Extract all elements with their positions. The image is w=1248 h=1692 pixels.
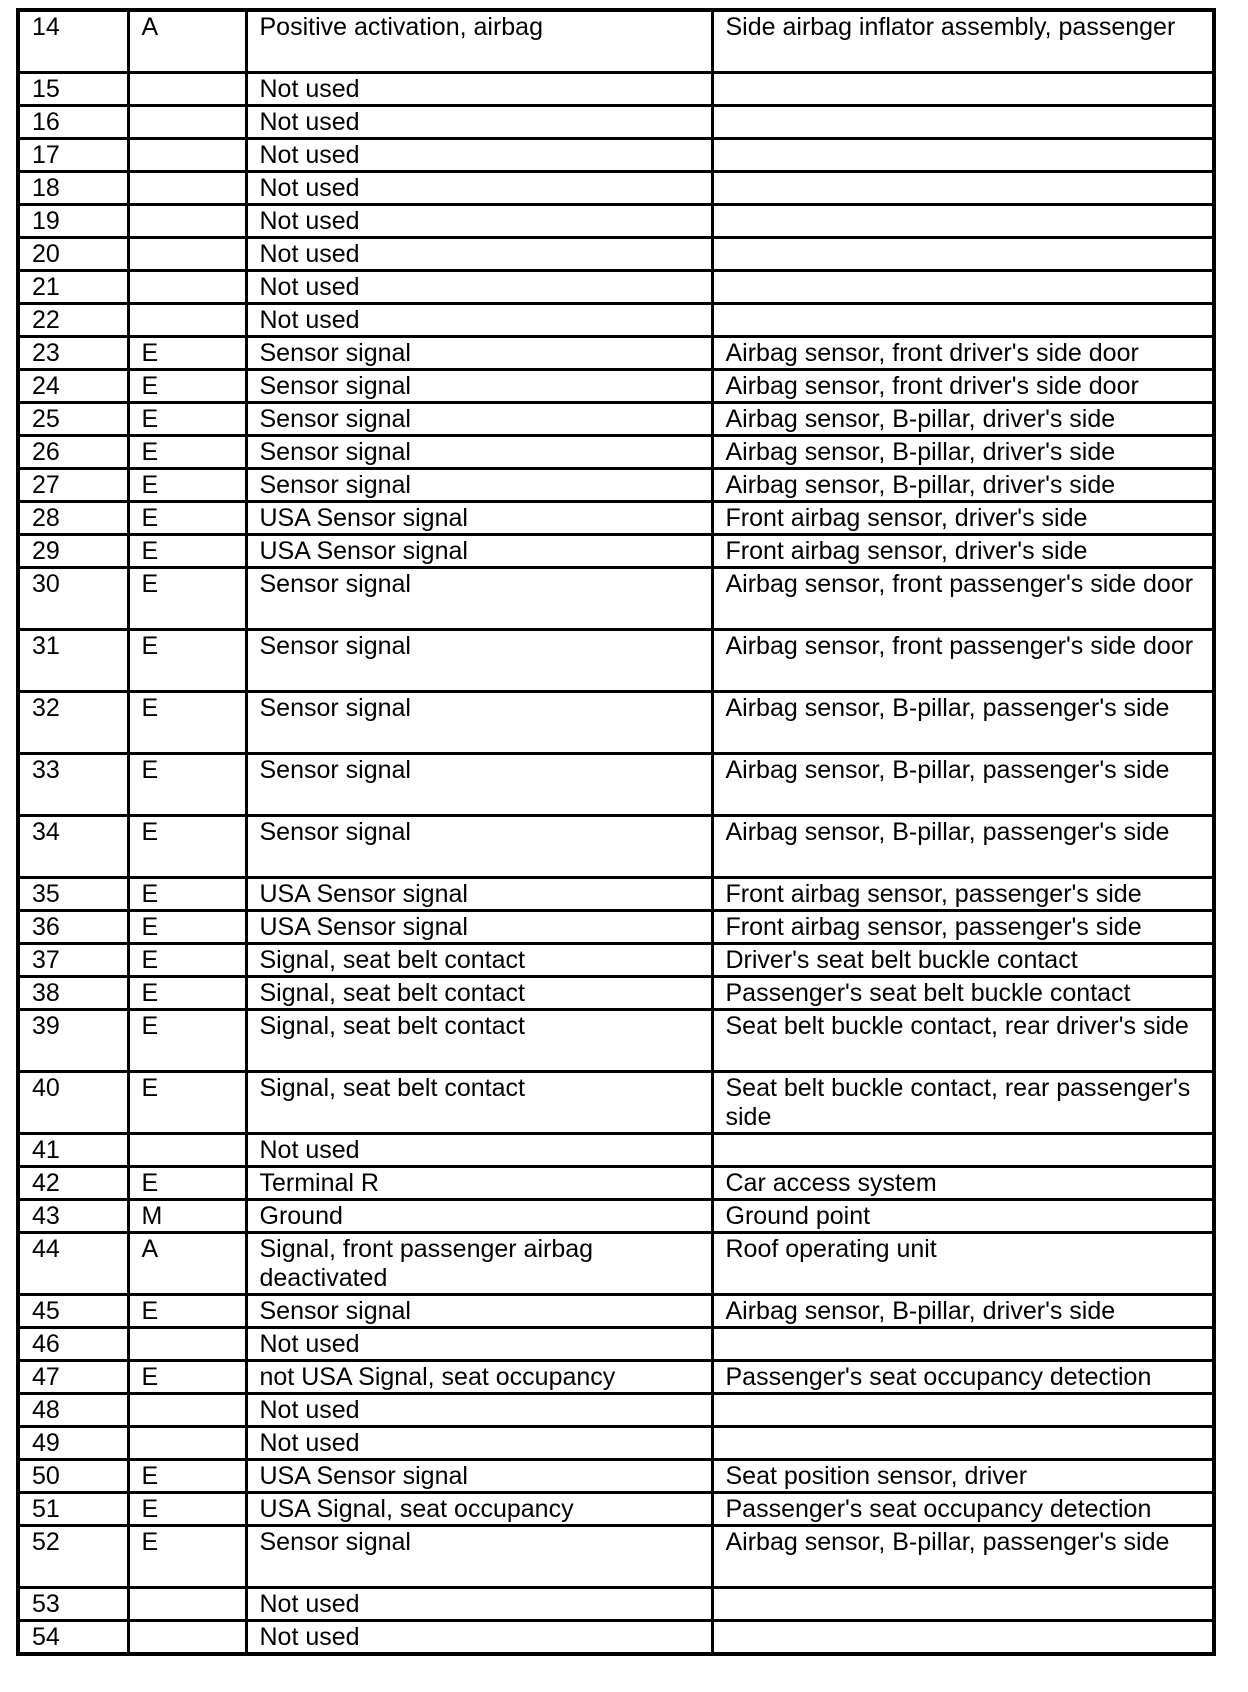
pin-number-cell: 38 xyxy=(18,977,128,1010)
signal-type-cell: E xyxy=(128,1072,246,1134)
table-row xyxy=(18,1010,1214,1072)
pin-number-cell: 45 xyxy=(18,1295,128,1328)
pin-number-cell: 29 xyxy=(18,535,128,568)
table-row xyxy=(18,1621,1214,1655)
function-cell: Not used xyxy=(246,1394,712,1427)
connection-cell xyxy=(712,139,1214,172)
signal-type-cell xyxy=(128,1427,246,1460)
signal-type-cell xyxy=(128,106,246,139)
pin-number-cell: 49 xyxy=(18,1427,128,1460)
signal-type-cell: E xyxy=(128,754,246,816)
pin-number-cell: 30 xyxy=(18,568,128,630)
connection-cell xyxy=(712,1621,1214,1655)
signal-type-cell: A xyxy=(128,10,246,73)
function-cell: USA Sensor signal xyxy=(246,911,712,944)
table-row xyxy=(18,436,1214,469)
table-row xyxy=(18,754,1214,816)
table-row xyxy=(18,205,1214,238)
connection-cell xyxy=(712,205,1214,238)
pin-number-cell: 22 xyxy=(18,304,128,337)
table-row xyxy=(18,1526,1214,1588)
signal-type-cell xyxy=(128,172,246,205)
signal-type-cell: E xyxy=(128,1526,246,1588)
function-cell: Signal, seat belt contact xyxy=(246,977,712,1010)
signal-type-cell xyxy=(128,73,246,106)
signal-type-cell xyxy=(128,1621,246,1655)
table-row xyxy=(18,403,1214,436)
table-row xyxy=(18,10,1214,73)
function-cell: Sensor signal xyxy=(246,816,712,878)
pin-number-cell: 25 xyxy=(18,403,128,436)
function-cell: Not used xyxy=(246,172,712,205)
signal-type-cell: E xyxy=(128,502,246,535)
connection-cell: Seat belt buckle contact, rear passenger's side xyxy=(712,1072,1214,1134)
function-cell: not USA Signal, seat occupancy xyxy=(246,1361,712,1394)
table-row xyxy=(18,271,1214,304)
pin-number-cell: 48 xyxy=(18,1394,128,1427)
signal-type-cell xyxy=(128,271,246,304)
connection-cell: Airbag sensor, front passenger's side door xyxy=(712,630,1214,692)
pin-assignment-table xyxy=(16,8,1216,1656)
connection-cell: Car access system xyxy=(712,1167,1214,1200)
function-cell: Not used xyxy=(246,139,712,172)
function-cell: Sensor signal xyxy=(246,754,712,816)
function-cell: Not used xyxy=(246,73,712,106)
table-row xyxy=(18,106,1214,139)
signal-type-cell xyxy=(128,304,246,337)
table-row xyxy=(18,630,1214,692)
signal-type-cell: E xyxy=(128,1460,246,1493)
connection-cell: Airbag sensor, front driver's side door xyxy=(712,337,1214,370)
connection-cell: Front airbag sensor, passenger's side xyxy=(712,878,1214,911)
connection-cell xyxy=(712,238,1214,271)
connection-cell xyxy=(712,1328,1214,1361)
pin-number-cell: 52 xyxy=(18,1526,128,1588)
signal-type-cell: M xyxy=(128,1200,246,1233)
signal-type-cell: E xyxy=(128,1493,246,1526)
function-cell: Sensor signal xyxy=(246,568,712,630)
connection-cell xyxy=(712,1427,1214,1460)
connection-cell: Side airbag inflator assembly, passenger xyxy=(712,10,1214,73)
signal-type-cell xyxy=(128,1394,246,1427)
pin-number-cell: 21 xyxy=(18,271,128,304)
function-cell: Sensor signal xyxy=(246,692,712,754)
pin-number-cell: 33 xyxy=(18,754,128,816)
pin-number-cell: 17 xyxy=(18,139,128,172)
connection-cell xyxy=(712,1394,1214,1427)
function-cell: Sensor signal xyxy=(246,469,712,502)
table-row xyxy=(18,469,1214,502)
signal-type-cell: E xyxy=(128,1010,246,1072)
connection-cell xyxy=(712,304,1214,337)
function-cell: Not used xyxy=(246,304,712,337)
table-row xyxy=(18,502,1214,535)
pin-number-cell: 46 xyxy=(18,1328,128,1361)
pin-number-cell: 40 xyxy=(18,1072,128,1134)
connection-cell: Airbag sensor, B-pillar, passenger's side xyxy=(712,754,1214,816)
function-cell: USA Sensor signal xyxy=(246,878,712,911)
pin-number-cell: 42 xyxy=(18,1167,128,1200)
function-cell: Sensor signal xyxy=(246,403,712,436)
connection-cell: Airbag sensor, B-pillar, passenger's side xyxy=(712,692,1214,754)
pin-number-cell: 44 xyxy=(18,1233,128,1295)
function-cell: Signal, front passenger airbag deactivated xyxy=(246,1233,712,1295)
pin-number-cell: 19 xyxy=(18,205,128,238)
signal-type-cell: E xyxy=(128,403,246,436)
signal-type-cell: E xyxy=(128,1295,246,1328)
connection-cell: Airbag sensor, B-pillar, driver's side xyxy=(712,403,1214,436)
connection-cell: Ground point xyxy=(712,1200,1214,1233)
pin-number-cell: 31 xyxy=(18,630,128,692)
table-row xyxy=(18,370,1214,403)
pin-number-cell: 20 xyxy=(18,238,128,271)
pin-number-cell: 41 xyxy=(18,1134,128,1167)
signal-type-cell: E xyxy=(128,469,246,502)
function-cell: Not used xyxy=(246,238,712,271)
table-row xyxy=(18,304,1214,337)
connection-cell: Airbag sensor, B-pillar, driver's side xyxy=(712,436,1214,469)
table-row xyxy=(18,1134,1214,1167)
signal-type-cell: E xyxy=(128,1167,246,1200)
function-cell: Sensor signal xyxy=(246,1295,712,1328)
connection-cell: Airbag sensor, front passenger's side door xyxy=(712,568,1214,630)
table-row xyxy=(18,1588,1214,1621)
function-cell: Signal, seat belt contact xyxy=(246,1072,712,1134)
connection-cell: Airbag sensor, B-pillar, passenger's side xyxy=(712,816,1214,878)
table-row xyxy=(18,1328,1214,1361)
table-row xyxy=(18,238,1214,271)
signal-type-cell xyxy=(128,238,246,271)
function-cell: Not used xyxy=(246,1588,712,1621)
table-row xyxy=(18,1072,1214,1134)
table-row xyxy=(18,977,1214,1010)
pin-number-cell: 53 xyxy=(18,1588,128,1621)
signal-type-cell: E xyxy=(128,977,246,1010)
connection-cell: Airbag sensor, B-pillar, driver's side xyxy=(712,1295,1214,1328)
pin-number-cell: 34 xyxy=(18,816,128,878)
signal-type-cell xyxy=(128,1328,246,1361)
table-row xyxy=(18,816,1214,878)
function-cell: Sensor signal xyxy=(246,436,712,469)
table-row xyxy=(18,911,1214,944)
pin-number-cell: 50 xyxy=(18,1460,128,1493)
pin-number-cell: 16 xyxy=(18,106,128,139)
function-cell: Positive activation, airbag xyxy=(246,10,712,73)
connection-cell: Passenger's seat occupancy detection xyxy=(712,1493,1214,1526)
pin-number-cell: 36 xyxy=(18,911,128,944)
connection-cell: Airbag sensor, B-pillar, driver's side xyxy=(712,469,1214,502)
pin-number-cell: 51 xyxy=(18,1493,128,1526)
connection-cell: Front airbag sensor, driver's side xyxy=(712,502,1214,535)
pin-number-cell: 27 xyxy=(18,469,128,502)
function-cell: USA Sensor signal xyxy=(246,535,712,568)
function-cell: USA Sensor signal xyxy=(246,502,712,535)
function-cell: Not used xyxy=(246,1621,712,1655)
table-row xyxy=(18,944,1214,977)
table-row xyxy=(18,1295,1214,1328)
pin-number-cell: 39 xyxy=(18,1010,128,1072)
connection-cell xyxy=(712,172,1214,205)
function-cell: Not used xyxy=(246,1427,712,1460)
function-cell: USA Signal, seat occupancy xyxy=(246,1493,712,1526)
connection-cell: Front airbag sensor, passenger's side xyxy=(712,911,1214,944)
table-row xyxy=(18,1233,1214,1295)
function-cell: Sensor signal xyxy=(246,337,712,370)
table-row xyxy=(18,1200,1214,1233)
connection-cell xyxy=(712,271,1214,304)
table-row xyxy=(18,139,1214,172)
function-cell: Sensor signal xyxy=(246,370,712,403)
function-cell: Signal, seat belt contact xyxy=(246,944,712,977)
connection-cell: Driver's seat belt buckle contact xyxy=(712,944,1214,977)
table-row xyxy=(18,73,1214,106)
function-cell: Signal, seat belt contact xyxy=(246,1010,712,1072)
table-row xyxy=(18,1394,1214,1427)
function-cell: Sensor signal xyxy=(246,630,712,692)
connection-cell: Airbag sensor, front driver's side door xyxy=(712,370,1214,403)
signal-type-cell: A xyxy=(128,1233,246,1295)
connection-cell: Roof operating unit xyxy=(712,1233,1214,1295)
pin-number-cell: 32 xyxy=(18,692,128,754)
pin-number-cell: 54 xyxy=(18,1621,128,1655)
signal-type-cell: E xyxy=(128,692,246,754)
pin-number-cell: 18 xyxy=(18,172,128,205)
signal-type-cell: E xyxy=(128,337,246,370)
pin-number-cell: 14 xyxy=(18,10,128,73)
signal-type-cell: E xyxy=(128,816,246,878)
pin-number-cell: 23 xyxy=(18,337,128,370)
pin-number-cell: 47 xyxy=(18,1361,128,1394)
function-cell: Sensor signal xyxy=(246,1526,712,1588)
pin-number-cell: 24 xyxy=(18,370,128,403)
pin-number-cell: 43 xyxy=(18,1200,128,1233)
signal-type-cell: E xyxy=(128,436,246,469)
function-cell: Terminal R xyxy=(246,1167,712,1200)
function-cell: Not used xyxy=(246,106,712,139)
pin-number-cell: 15 xyxy=(18,73,128,106)
connection-cell: Seat belt buckle contact, rear driver's side xyxy=(712,1010,1214,1072)
signal-type-cell: E xyxy=(128,370,246,403)
pin-number-cell: 26 xyxy=(18,436,128,469)
connection-cell xyxy=(712,1588,1214,1621)
signal-type-cell: E xyxy=(128,630,246,692)
function-cell: Ground xyxy=(246,1200,712,1233)
table-row xyxy=(18,337,1214,370)
signal-type-cell: E xyxy=(128,944,246,977)
pin-number-cell: 35 xyxy=(18,878,128,911)
table-row xyxy=(18,172,1214,205)
function-cell: USA Sensor signal xyxy=(246,1460,712,1493)
signal-type-cell xyxy=(128,1134,246,1167)
connection-cell: Airbag sensor, B-pillar, passenger's side xyxy=(712,1526,1214,1588)
signal-type-cell: E xyxy=(128,568,246,630)
pin-number-cell: 37 xyxy=(18,944,128,977)
signal-type-cell: E xyxy=(128,911,246,944)
function-cell: Not used xyxy=(246,1134,712,1167)
connection-cell: Passenger's seat belt buckle contact xyxy=(712,977,1214,1010)
signal-type-cell xyxy=(128,1588,246,1621)
connection-cell: Front airbag sensor, driver's side xyxy=(712,535,1214,568)
table-row xyxy=(18,878,1214,911)
pin-number-cell: 28 xyxy=(18,502,128,535)
table-row xyxy=(18,1460,1214,1493)
signal-type-cell: E xyxy=(128,535,246,568)
table-row xyxy=(18,1493,1214,1526)
connection-cell xyxy=(712,106,1214,139)
function-cell: Not used xyxy=(246,205,712,238)
table-row xyxy=(18,1167,1214,1200)
connection-cell xyxy=(712,1134,1214,1167)
pin-table-body xyxy=(18,10,1214,1654)
table-row xyxy=(18,568,1214,630)
signal-type-cell: E xyxy=(128,878,246,911)
function-cell: Not used xyxy=(246,1328,712,1361)
connection-cell: Passenger's seat occupancy detection xyxy=(712,1361,1214,1394)
function-cell: Not used xyxy=(246,271,712,304)
signal-type-cell: E xyxy=(128,1361,246,1394)
signal-type-cell xyxy=(128,205,246,238)
connection-cell xyxy=(712,73,1214,106)
table-row xyxy=(18,535,1214,568)
table-row xyxy=(18,692,1214,754)
table-row xyxy=(18,1427,1214,1460)
signal-type-cell xyxy=(128,139,246,172)
connection-cell: Seat position sensor, driver xyxy=(712,1460,1214,1493)
table-row xyxy=(18,1361,1214,1394)
